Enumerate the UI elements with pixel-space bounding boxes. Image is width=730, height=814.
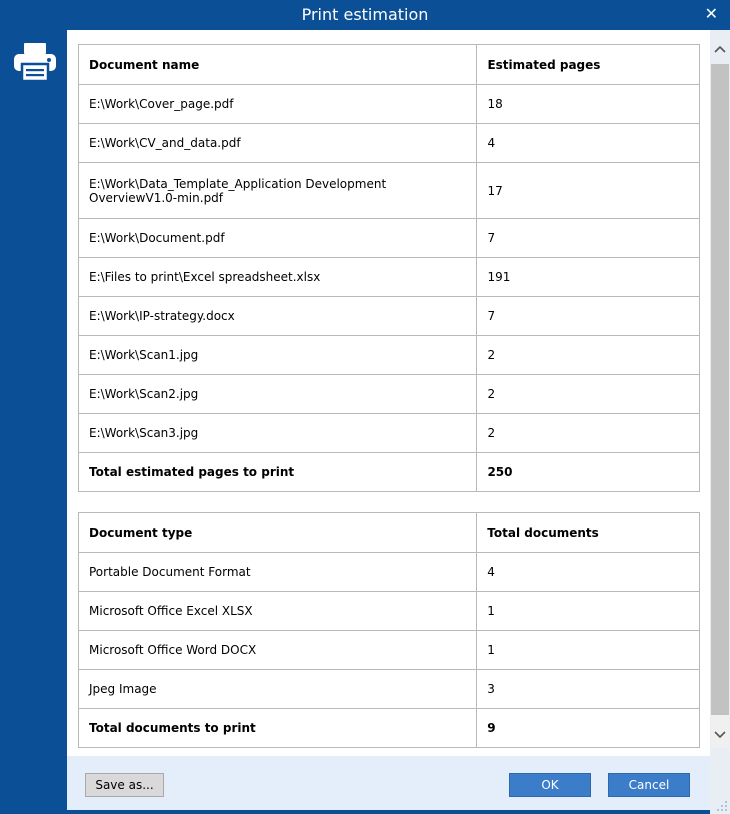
estimated-pages-cell: 191	[477, 258, 700, 297]
document-name-cell: E:\Work\Document.pdf	[79, 219, 477, 258]
close-icon[interactable]: ✕	[704, 4, 718, 23]
document-count-cell: 3	[477, 670, 700, 709]
document-name-cell: E:\Work\Scan2.jpg	[79, 375, 477, 414]
cancel-button[interactable]: Cancel	[608, 773, 690, 797]
document-type-cell: Portable Document Format	[79, 553, 477, 592]
scroll-up-icon[interactable]	[710, 34, 730, 64]
table-row[interactable]	[79, 375, 700, 414]
document-count-cell: 1	[477, 592, 700, 631]
document-name-cell: E:\Work\Scan1.jpg	[79, 336, 477, 375]
total-pages-value: 250	[477, 453, 700, 492]
scroll-thumb[interactable]	[711, 64, 729, 715]
document-name-cell: E:\Work\Data_Template_Application Development OverviewV1.0-min.pdf	[79, 163, 477, 219]
estimated-pages-cell: 7	[477, 219, 700, 258]
table-header-row	[79, 45, 700, 85]
table-row[interactable]	[79, 336, 700, 375]
estimation-table	[78, 44, 700, 492]
table-row[interactable]	[79, 670, 700, 709]
window-title: Print estimation	[301, 5, 429, 24]
table-row[interactable]	[79, 553, 700, 592]
document-name-cell: E:\Files to print\Excel spreadsheet.xlsx	[79, 258, 477, 297]
printer-icon	[13, 42, 57, 82]
table-row[interactable]	[79, 297, 700, 336]
column-header-total-documents: Total documents	[477, 513, 700, 553]
column-header-document-type: Document type	[79, 513, 477, 553]
table-row[interactable]	[79, 631, 700, 670]
document-name-cell: E:\Work\CV_and_data.pdf	[79, 124, 477, 163]
column-header-document-name: Document name	[79, 45, 477, 85]
table-row[interactable]	[79, 85, 700, 124]
table-row[interactable]	[79, 163, 700, 219]
ok-button[interactable]: OK	[509, 773, 591, 797]
estimated-pages-cell: 4	[477, 124, 700, 163]
document-type-cell: Microsoft Office Excel XLSX	[79, 592, 477, 631]
total-documents-label: Total documents to print	[79, 709, 477, 748]
save-as-button[interactable]: Save as...	[85, 773, 164, 797]
dialog-footer	[67, 756, 710, 810]
side-panel	[0, 30, 67, 814]
estimated-pages-cell: 2	[477, 336, 700, 375]
total-pages-label: Total estimated pages to print	[79, 453, 477, 492]
document-name-cell: E:\Work\IP-strategy.docx	[79, 297, 477, 336]
estimated-pages-cell: 7	[477, 297, 700, 336]
estimated-pages-cell: 18	[477, 85, 700, 124]
estimated-pages-cell: 2	[477, 375, 700, 414]
content-area	[67, 30, 710, 756]
estimated-pages-cell: 17	[477, 163, 700, 219]
document-type-table	[78, 512, 700, 748]
total-pages-row	[79, 453, 700, 492]
table-row[interactable]	[79, 219, 700, 258]
document-name-cell: E:\Work\Cover_page.pdf	[79, 85, 477, 124]
title-bar	[0, 0, 730, 30]
table-row[interactable]	[79, 414, 700, 453]
table-header-row	[79, 513, 700, 553]
document-type-cell: Jpeg Image	[79, 670, 477, 709]
total-documents-value: 9	[477, 709, 700, 748]
document-count-cell: 4	[477, 553, 700, 592]
table-row[interactable]	[79, 124, 700, 163]
total-documents-row	[79, 709, 700, 748]
document-count-cell: 1	[477, 631, 700, 670]
vertical-scrollbar[interactable]	[710, 30, 730, 814]
document-type-cell: Microsoft Office Word DOCX	[79, 631, 477, 670]
scroll-down-icon[interactable]	[710, 720, 730, 750]
table-row[interactable]	[79, 258, 700, 297]
table-row[interactable]	[79, 592, 700, 631]
estimated-pages-cell: 2	[477, 414, 700, 453]
document-name-cell: E:\Work\Scan3.jpg	[79, 414, 477, 453]
column-header-estimated-pages: Estimated pages	[477, 45, 700, 85]
resize-grip-icon[interactable]	[716, 800, 728, 812]
